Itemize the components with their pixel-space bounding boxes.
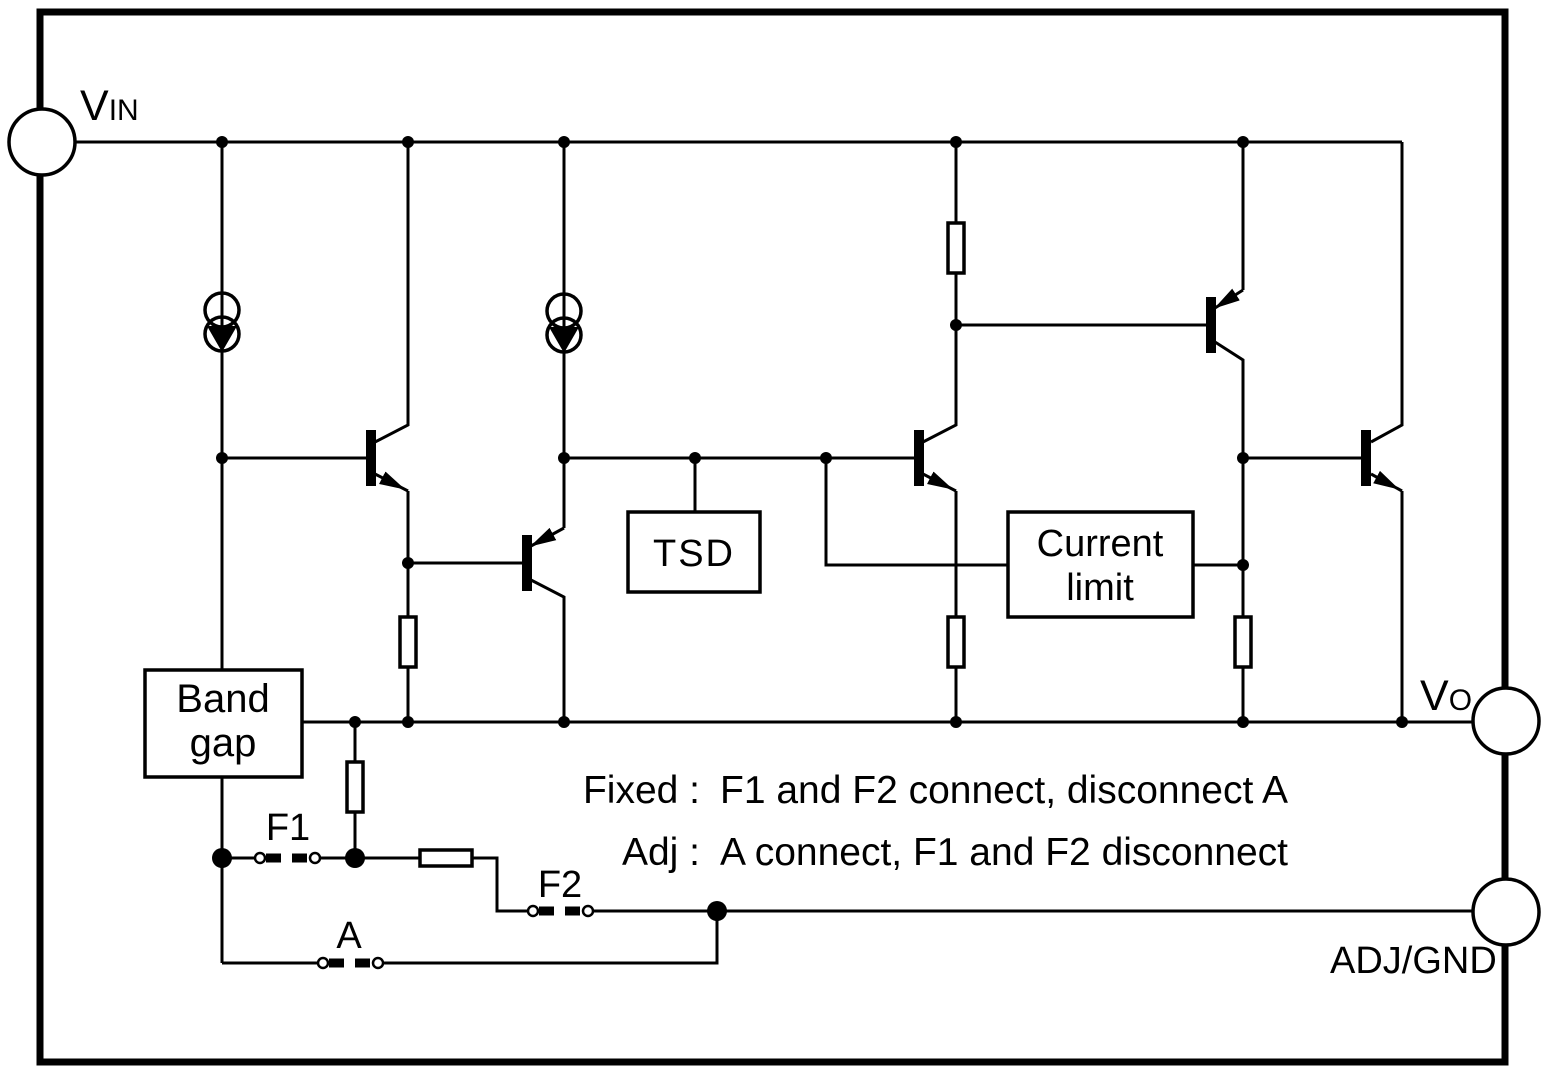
junction-dot (1237, 452, 1249, 464)
resistor (420, 850, 472, 866)
bandgap-label-line1: Band (176, 677, 270, 721)
junction-dot (1396, 716, 1408, 728)
emitter-arrow-icon (375, 474, 408, 491)
wire-q1-branch (375, 142, 522, 722)
junction-dot (402, 136, 414, 148)
junction-dot-large (212, 848, 232, 868)
vo-label-main: V (1420, 672, 1449, 720)
junction-dot (950, 136, 962, 148)
ic-outline-border (40, 12, 1505, 1062)
junction-dot (820, 452, 832, 464)
npn-transistor-q3 (914, 430, 956, 491)
pnp-transistor-q2 (522, 528, 564, 591)
switch-contact (310, 853, 320, 863)
wire-q5-branch (1371, 142, 1402, 722)
junction-dot (216, 136, 228, 148)
switch-f1 (255, 807, 320, 863)
fixed-note-text: F1 and F2 connect, disconnect A (720, 769, 1289, 812)
junction-dot (1237, 136, 1249, 148)
adjgnd-terminal-circle (1473, 879, 1539, 945)
adjgnd-label: ADJ/GND (1330, 940, 1497, 982)
configuration-notes (583, 769, 1288, 874)
emitter-arrow-icon (923, 474, 956, 491)
transistor-base-bar (914, 430, 924, 486)
junction-dot-large (345, 848, 365, 868)
vin-terminal-circle (9, 109, 75, 175)
vo-terminal (1420, 672, 1539, 754)
vo-terminal-circle (1473, 688, 1539, 754)
pnp-transistor-q4 (1206, 290, 1243, 353)
junction-dot (558, 136, 570, 148)
junction-dot (689, 452, 701, 464)
junction-dot-large (707, 901, 727, 921)
fixed-note-label: Fixed : (582, 769, 700, 812)
transistor-base-bar (1206, 297, 1216, 353)
switch-contact (255, 853, 265, 863)
switch-f2 (528, 864, 593, 916)
current-limit-label-line1: Current (1036, 523, 1164, 565)
junction-dot (349, 716, 361, 728)
bandgap-label-line2: gap (189, 721, 257, 765)
junction-dot (950, 319, 962, 331)
vin-terminal (9, 82, 139, 175)
resistor (948, 617, 964, 667)
switch-contact (318, 958, 328, 968)
tsd-label: TSD (653, 533, 735, 575)
current-limit-block (1008, 512, 1193, 617)
junction-dot (950, 716, 962, 728)
junction-dot (558, 716, 570, 728)
junction-dot (1237, 559, 1249, 571)
adj-note-text: A connect, F1 and F2 disconnect (720, 831, 1289, 874)
junction-dot (216, 452, 228, 464)
switch-contact (583, 906, 593, 916)
vin-label (80, 82, 139, 130)
adj-note-label: Adj : (621, 831, 700, 874)
resistor (948, 223, 964, 273)
switch-a (318, 915, 383, 968)
transistor-base-bar (366, 430, 376, 486)
switch-f2-label: F2 (537, 864, 583, 906)
transistor-base-bar (522, 535, 532, 591)
switch-f1-label: F1 (265, 807, 311, 849)
junction-dot (1237, 716, 1249, 728)
switch-contact (528, 906, 538, 916)
emitter-arrow-icon (1371, 474, 1402, 491)
junction-dot (402, 716, 414, 728)
bandgap-block (145, 670, 302, 777)
resistor (347, 762, 363, 812)
npn-transistor-q1 (366, 430, 408, 491)
npn-transistor-q5 (1361, 430, 1402, 491)
emitter-arrow-icon (531, 528, 564, 546)
vo-label-sub: O (1448, 684, 1473, 717)
junction-dot (558, 452, 570, 464)
vin-label-main: V (80, 82, 109, 130)
resistor (1235, 617, 1251, 667)
switch-a-label: A (336, 915, 362, 957)
wire-q2-branch (531, 142, 914, 722)
current-limit-label-line2: limit (1066, 567, 1134, 609)
resistor (400, 617, 416, 667)
vo-label (1420, 672, 1472, 720)
tsd-block (628, 512, 760, 592)
transistor-base-bar (1361, 430, 1371, 486)
vin-label-sub: IN (108, 94, 139, 127)
switch-contact (373, 958, 383, 968)
emitter-arrow-icon (1215, 290, 1243, 308)
junction-dot (402, 557, 414, 569)
